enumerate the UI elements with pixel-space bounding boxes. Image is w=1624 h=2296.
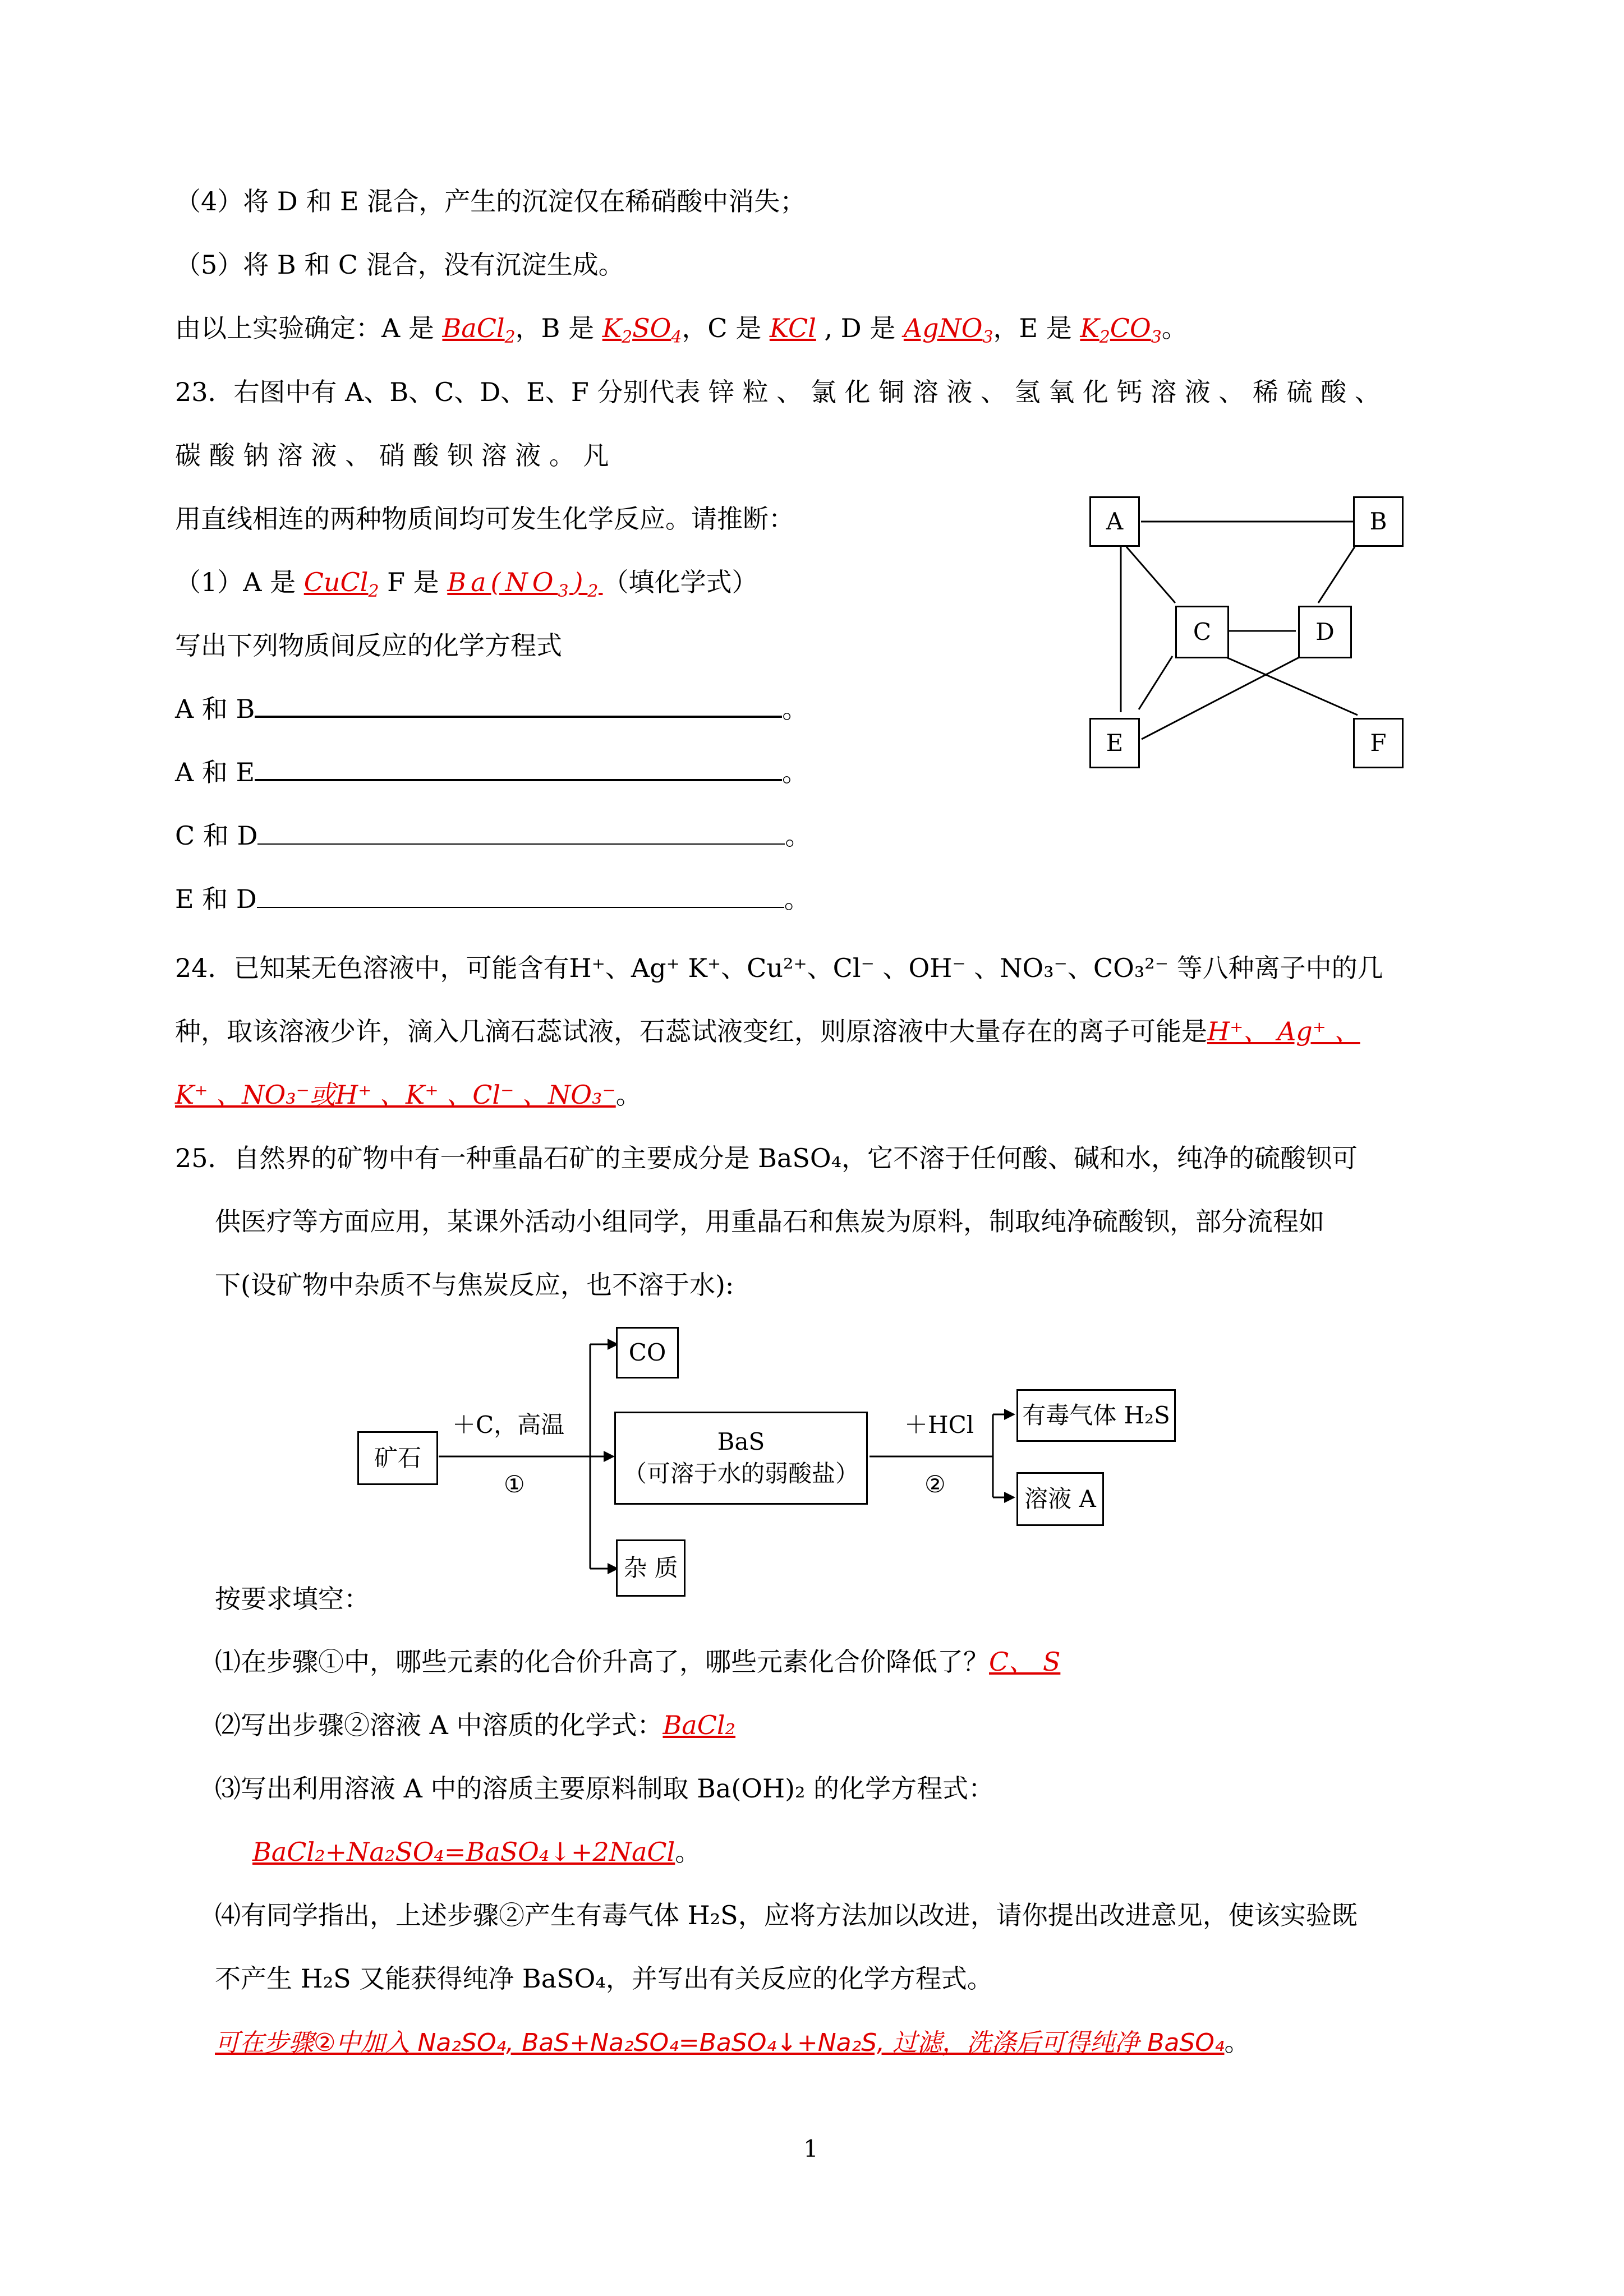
flow-co-box: CO xyxy=(616,1327,679,1378)
q24-answer-part1: H⁺、 Ag⁺ 、 xyxy=(1207,1016,1360,1046)
answer-blank[interactable] xyxy=(255,757,782,781)
flow-reagent1: ＋C，高温 xyxy=(452,1411,565,1439)
q25-sub3-answer: BaCl₂+Na₂SO₄=BaSO₄↓+2NaCl xyxy=(252,1837,675,1867)
answer-b: $K_2SO_4$ xyxy=(602,313,682,348)
q23-subq1: （1）A 是 CuCl$_2$ F 是 $Ba(NO_3)_2$（填化学式） xyxy=(175,567,758,602)
q25-sub3-answer-line: BaCl₂+Na₂SO₄=BaSO₄↓+2NaCl。 xyxy=(252,1837,701,1867)
node-a: A xyxy=(1089,496,1140,547)
q24-answer-part2: K⁺ 、NO₃⁻或H⁺ 、K⁺ 、Cl⁻ 、NO₃⁻ xyxy=(175,1080,616,1110)
node-c: C xyxy=(1175,606,1229,658)
q25-sub2-answer: BaCl₂ xyxy=(663,1710,736,1740)
q23-pair-ab: A 和 B 。 xyxy=(175,694,808,724)
q25-instruction: 按要求填空： xyxy=(215,1584,370,1614)
answer-blank[interactable] xyxy=(255,693,782,718)
flow-step2: ② xyxy=(924,1470,946,1498)
q25-sub4-answer-line: 可在步骤②中加入 Na₂SO₄, BaS+Na₂SO₄=BaSO₄↓+Na₂S, 过滤，洗涤后可得纯净 BaSO₄。 xyxy=(215,2027,1250,2057)
q23-pair-ae: A 和 E 。 xyxy=(175,757,808,787)
answer-f: $Ba(NO_3)_2$ xyxy=(447,567,603,602)
q25-sub1-answer: C、 S xyxy=(989,1647,1061,1677)
q23-line2: 碳 酸 钠 溶 液 、 硝 酸 钡 溶 液 。 凡 xyxy=(175,440,609,471)
q23-line3: 用直线相连的两种物质间均可发生化学反应。请推断： xyxy=(175,504,794,534)
flow-solution-a-box: 溶液 A xyxy=(1016,1472,1104,1526)
q25-sub4-line2: 不产生 H₂S 又能获得纯净 BaSO₄，并写出有关反应的化学方程式。 xyxy=(215,1963,993,1994)
answer-c: KCl xyxy=(769,313,816,343)
flow-h2s-box: 有毒气体 H₂S xyxy=(1016,1389,1176,1442)
q25-sub4-answer: 可在步骤②中加入 Na₂SO₄, BaS+Na₂SO₄=BaSO₄↓+Na₂S, 过滤，洗涤后可得纯净 BaSO₄ xyxy=(215,2028,1225,2057)
node-b: B xyxy=(1353,496,1404,547)
answer-a: BaCl$_2$ xyxy=(442,313,516,348)
flow-bas-box: BaS （可溶于水的弱酸盐） xyxy=(614,1412,868,1505)
flow-impurity-box: 杂 质 xyxy=(616,1539,686,1597)
q22-step4: （4）将 D 和 E 混合，产生的沉淀仅在稀硝酸中消失； xyxy=(175,186,806,216)
q25-sub2: ⑵写出步骤②溶液 A 中溶质的化学式：BaCl₂ xyxy=(215,1710,736,1740)
q23-line1: 23．右图中有 A、B、C、D、E、F 分别代表 锌 粒 、 氯 化 铜 溶 液 、 氢 氧 化 钙 溶 液 、 稀 硫 酸 、 xyxy=(175,377,1381,407)
q25-sub3: ⑶写出利用溶液 A 中的溶质主要原料制取 Ba(OH)₂ 的化学方程式： xyxy=(215,1773,995,1804)
q23-prompt: 写出下列物质间反应的化学方程式 xyxy=(175,630,562,661)
q22-step5: （5）将 B 和 C 混合，没有沉淀生成。 xyxy=(175,250,624,280)
q23-pair-ed: E 和 D 。 xyxy=(175,884,810,914)
flow-ore-box: 矿石 xyxy=(357,1431,438,1485)
q25-line3: 下(设矿物中杂质不与焦炭反应，也不溶于水): xyxy=(215,1270,734,1300)
answer-e: $K_2CO_3$ xyxy=(1080,313,1162,348)
node-f: F xyxy=(1353,718,1404,768)
q25-line2: 供医疗等方面应用，某课外活动小组同学，用重晶石和焦炭为原料，制取纯净硫酸钡，部分流程如 xyxy=(215,1206,1324,1237)
q25-sub4-line1: ⑷有同学指出，上述步骤②产生有毒气体 H₂S，应将方法加以改进，请你提出改进意见，使该实验既 xyxy=(215,1900,1358,1930)
q22-conclusion: 由以上实验确定：A 是 BaCl$_2$，B 是 $K_2SO_4$，C 是 KCl , D 是 AgNO$_3$，E 是 $K_2CO_3$。 xyxy=(175,313,1188,348)
flow-step1: ① xyxy=(504,1470,525,1498)
answer-a-cucl2: CuCl$_2$ xyxy=(303,567,379,602)
answer-blank[interactable] xyxy=(257,821,785,845)
q24-line1: 24．已知某无色溶液中，可能含有H⁺、Ag⁺ K⁺、Cu²⁺、Cl⁻ 、OH⁻ 、NO₃⁻、CO₃²⁻ 等八种离子中的几 xyxy=(175,953,1383,983)
answer-d: AgNO$_3$ xyxy=(903,313,993,348)
q25-line1: 25．自然界的矿物中有一种重晶石矿的主要成分是 BaSO₄，它不溶于任何酸、碱和水，纯净的硫酸钡可 xyxy=(175,1143,1358,1173)
node-e: E xyxy=(1089,718,1140,768)
page-number: 1 xyxy=(803,2135,818,2163)
q24-line3: K⁺ 、NO₃⁻或H⁺ 、K⁺ 、Cl⁻ 、NO₃⁻。 xyxy=(175,1080,642,1110)
q24-line2: 种，取该溶液少许，滴入几滴石蕊试液，石蕊试液变红，则原溶液中大量存在的离子可能是H⁺、 Ag⁺ 、 xyxy=(175,1016,1360,1046)
node-d: D xyxy=(1298,606,1352,658)
q25-sub1: ⑴在步骤①中，哪些元素的化合价升高了，哪些元素化合价降低了？C、 S xyxy=(215,1647,1061,1677)
flow-reagent2: ＋HCl xyxy=(904,1411,974,1439)
q23-pair-cd: C 和 D 。 xyxy=(175,820,811,851)
answer-blank[interactable] xyxy=(257,884,784,908)
